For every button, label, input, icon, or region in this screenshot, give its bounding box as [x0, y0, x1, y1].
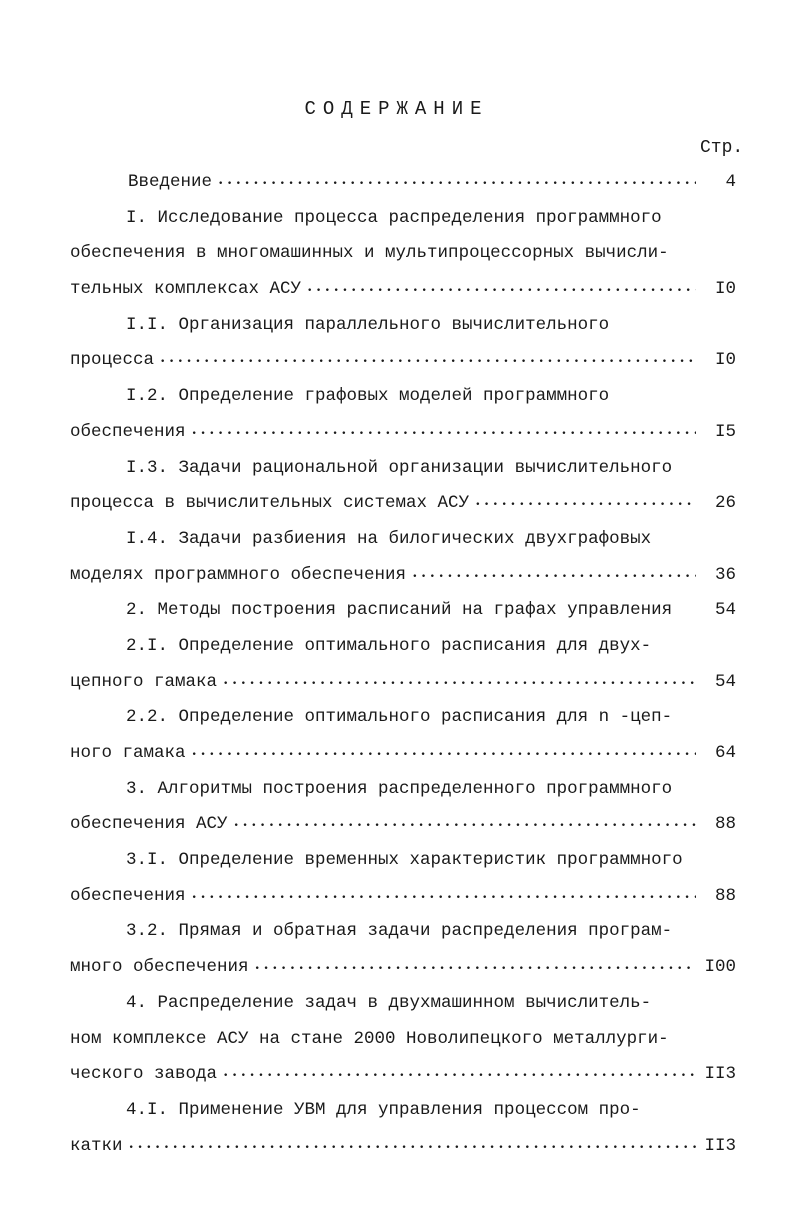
toc-page-number: II3: [704, 1135, 736, 1156]
toc-line: [70, 1093, 736, 1129]
toc-page-number: 64: [714, 743, 736, 763]
toc-entry-text: 4.I. Применение УВМ для управления процессом про-: [126, 1099, 641, 1120]
toc-line: [70, 272, 736, 308]
toc-entry-text: I.2. Определение графовых моделей программного: [126, 386, 610, 407]
toc-page-number: I0: [714, 279, 736, 300]
toc-entry-text: ного гамака: [70, 743, 186, 763]
toc-page-number: I00: [704, 957, 736, 978]
toc-entry-text: I.I. Организация параллельного вычислительного: [126, 314, 610, 335]
toc-entry-text: 3.I. Определение временных характеристик программного: [126, 850, 683, 871]
toc-entry-text: I.4. Задачи разбиения на билогических двухграфовых: [126, 528, 652, 549]
toc-line: [70, 1022, 736, 1058]
toc-page-number: 88: [714, 885, 736, 906]
toc-entry-text: процесса: [70, 350, 155, 371]
toc-entry-text: I.3. Задачи рациональной организации вычислительного: [126, 457, 673, 478]
toc-entry-text: катки: [70, 1135, 123, 1156]
dot-leader: [192, 415, 696, 453]
toc-entry-text: моделях программного обеспечения: [70, 564, 407, 585]
toc-line: [70, 950, 736, 986]
toc-line: [70, 914, 736, 950]
toc-entry-text: обеспечения АСУ: [70, 814, 228, 835]
toc-line: [70, 308, 736, 344]
toc-entry-text: 2. Методы построения расписаний на графах управления: [126, 600, 673, 621]
toc-page-number: II3: [704, 1064, 736, 1085]
toc-line: [70, 986, 736, 1022]
toc-entry-text: обеспечения: [70, 885, 186, 906]
toc-line: [70, 700, 736, 736]
toc-line: [70, 486, 736, 522]
dot-leader: [234, 807, 696, 845]
dot-leader: [160, 343, 696, 381]
toc-line: [70, 201, 736, 237]
toc-line: [70, 451, 736, 487]
dot-leader: [192, 736, 696, 774]
toc-page-number: I5: [714, 421, 736, 442]
toc-entry-text: 4. Распределение задач в двухмашинном вычислитель-: [126, 992, 652, 1013]
toc-line: [70, 593, 736, 629]
toc-line: [70, 165, 736, 201]
dot-leader: [223, 1057, 696, 1095]
dot-leader: [223, 665, 696, 703]
dot-leader: [475, 486, 696, 524]
toc-page-number: 26: [714, 493, 736, 514]
table-of-contents: [70, 165, 736, 1164]
toc-line: [70, 665, 736, 701]
toc-line: [70, 1129, 736, 1165]
toc-entry-text: 2.I. Определение оптимального расписания для двух-: [126, 635, 652, 656]
page-column-label: Стр.: [700, 138, 744, 158]
dot-leader: [218, 165, 696, 203]
toc-page-number: 88: [714, 814, 736, 835]
toc-line: [70, 807, 736, 843]
toc-page-number: 36: [714, 564, 736, 585]
toc-entry-text: процесса в вычислительных системах АСУ: [70, 493, 470, 514]
toc-entry-text: тельных комплексах АСУ: [70, 279, 302, 300]
toc-line: [70, 736, 736, 772]
toc-page-number: 4: [725, 172, 736, 192]
toc-line: [70, 629, 736, 665]
toc-entry-text: I. Исследование процесса распределения программного: [126, 207, 662, 228]
toc-line: [70, 772, 736, 808]
dot-leader: [412, 558, 696, 596]
toc-entry-text: обеспечения: [70, 421, 186, 442]
toc-line: [70, 415, 736, 451]
toc-page-number: 54: [714, 600, 736, 621]
dot-leader: [192, 879, 696, 917]
toc-line: [70, 343, 736, 379]
toc-line: [70, 236, 736, 272]
toc-entry-text: обеспечения в многомашинных и мультипроцессорных вычисли-: [70, 243, 669, 264]
toc-page-number: 54: [714, 671, 736, 692]
toc-line: [70, 1057, 736, 1093]
toc-entry-text: 3.2. Прямая и обратная задачи распределения програм-: [126, 921, 673, 942]
toc-line: [70, 843, 736, 879]
toc-entry-text: ческого завода: [70, 1064, 218, 1085]
dot-leader: [129, 1129, 696, 1167]
toc-entry-text: много обеспечения: [70, 957, 249, 978]
toc-line: [70, 379, 736, 415]
toc-line: [70, 879, 736, 915]
toc-entry-text: Введение: [128, 172, 213, 192]
toc-line: [70, 522, 736, 558]
dot-leader: [307, 272, 696, 310]
toc-entry-text: цепного гамака: [70, 671, 218, 692]
toc-entry-text: ном комплексе АСУ на стане 2000 Новолипецкого металлурги-: [70, 1028, 669, 1049]
toc-page-number: I0: [714, 350, 736, 371]
toc-entry-text: 3. Алгоритмы построения распределенного программного: [126, 778, 673, 799]
page-title: СОДЕРЖАНИЕ: [304, 98, 489, 120]
dot-leader: [255, 950, 696, 988]
toc-line: [70, 558, 736, 594]
toc-entry-text: 2.2. Определение оптимального расписания для n -цеп-: [126, 707, 673, 728]
